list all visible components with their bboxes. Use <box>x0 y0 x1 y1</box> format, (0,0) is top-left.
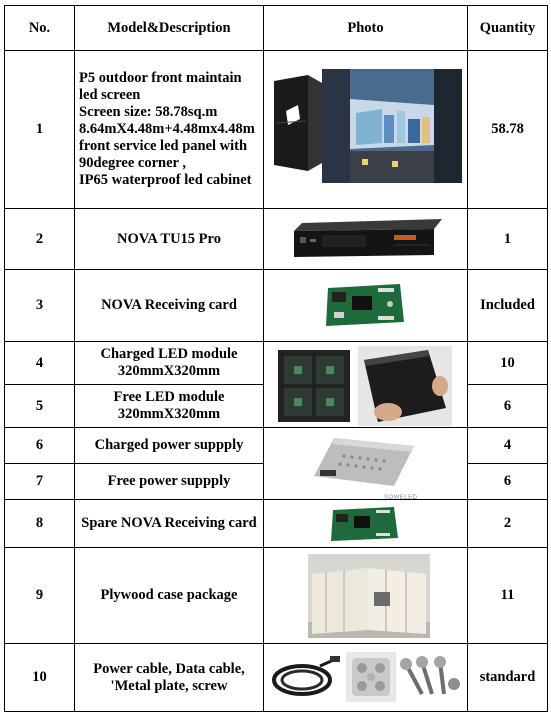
row-quantity: standard <box>468 644 548 712</box>
row-number: 10 <box>5 644 75 712</box>
led-module-icon <box>278 350 350 422</box>
receiving-card-icon <box>330 506 398 542</box>
photo-caption: SOWELED <box>384 495 418 501</box>
photo-cell <box>264 51 468 209</box>
desc-line: P5 outdoor front maintain <box>79 70 242 86</box>
row-quantity: 10 <box>468 342 548 385</box>
photo-cell <box>264 270 468 342</box>
power-supply-icon <box>314 436 414 488</box>
row-description <box>75 385 264 428</box>
row-number: 9 <box>5 548 75 644</box>
desc-line: led screen <box>79 87 141 103</box>
photo-cell <box>264 342 468 428</box>
header-no: No. <box>5 6 75 51</box>
table-row <box>5 342 548 385</box>
photo-cell <box>264 644 468 712</box>
row-number: 4 <box>5 342 75 385</box>
table-row <box>5 428 548 464</box>
row-description: NOVA Receiving card <box>75 270 264 342</box>
table-row <box>5 644 548 712</box>
row-quantity: 6 <box>468 385 548 428</box>
desc-line: 8.64mX4.48m+4.48mx4.48m <box>79 121 255 137</box>
row-number: 1 <box>5 51 75 209</box>
row-description: Charged power suppply <box>75 428 264 464</box>
desc-line: Power cable, Data cable, <box>93 660 245 677</box>
row-description: Free power suppply <box>75 464 264 500</box>
desc-line: front service led panel with <box>79 138 248 154</box>
table-row <box>5 270 548 342</box>
row-quantity: Included <box>468 270 548 342</box>
table-row <box>5 209 548 270</box>
nova-controller-box-icon <box>294 219 442 259</box>
row-description: NOVA TU15 Pro <box>75 209 264 270</box>
photo-cell <box>264 428 468 500</box>
corner-led-billboard-icon <box>322 69 462 183</box>
photo-cell <box>264 548 468 644</box>
desc-line: 320mmX320mm <box>117 406 221 422</box>
desc-line: 'Metal plate, screw <box>110 677 228 694</box>
header-row <box>5 6 548 51</box>
table-row <box>5 51 548 209</box>
row-description: Spare NOVA Receiving card <box>75 500 264 548</box>
desc-line: 320mmX320mm <box>117 363 221 379</box>
header-photo: Photo <box>264 6 468 51</box>
row-number: 5 <box>5 385 75 428</box>
plywood-crates-icon <box>308 554 430 638</box>
row-quantity: 6 <box>468 464 548 500</box>
row-quantity: 1 <box>468 209 548 270</box>
header-model: Model&Description <box>75 6 264 51</box>
table-row <box>5 548 548 644</box>
row-quantity: 58.78 <box>468 51 548 209</box>
row-number: 7 <box>5 464 75 500</box>
row-number: 2 <box>5 209 75 270</box>
row-number: 8 <box>5 500 75 548</box>
row-description: Plywood case package <box>75 548 264 644</box>
row-quantity: 11 <box>468 548 548 644</box>
photo-cell <box>264 500 468 548</box>
row-description <box>75 51 264 209</box>
receiving-card-icon <box>324 282 404 328</box>
row-number: 3 <box>5 270 75 342</box>
row-description <box>75 342 264 385</box>
table-row <box>5 500 548 548</box>
desc-line: IP65 waterproof led cabinet <box>79 172 252 188</box>
quotation-table <box>4 5 548 712</box>
row-quantity: 2 <box>468 500 548 548</box>
hand-holding-module-icon <box>358 346 452 426</box>
desc-line: Charged LED module <box>100 346 238 362</box>
row-quantity: 4 <box>468 428 548 464</box>
metal-plate-icon <box>346 652 396 702</box>
desc-line: Screen size: 58.78sq.m <box>79 104 218 120</box>
cable-bundle-icon <box>268 654 342 700</box>
led-cabinet-icon <box>272 73 324 173</box>
desc-line: Free LED module <box>113 389 225 405</box>
header-quantity: Quantity <box>468 6 548 51</box>
photo-cell <box>264 209 468 270</box>
screws-icon <box>400 654 462 700</box>
row-number: 6 <box>5 428 75 464</box>
row-description <box>75 644 264 712</box>
desc-line: 90degree corner , <box>79 155 186 171</box>
